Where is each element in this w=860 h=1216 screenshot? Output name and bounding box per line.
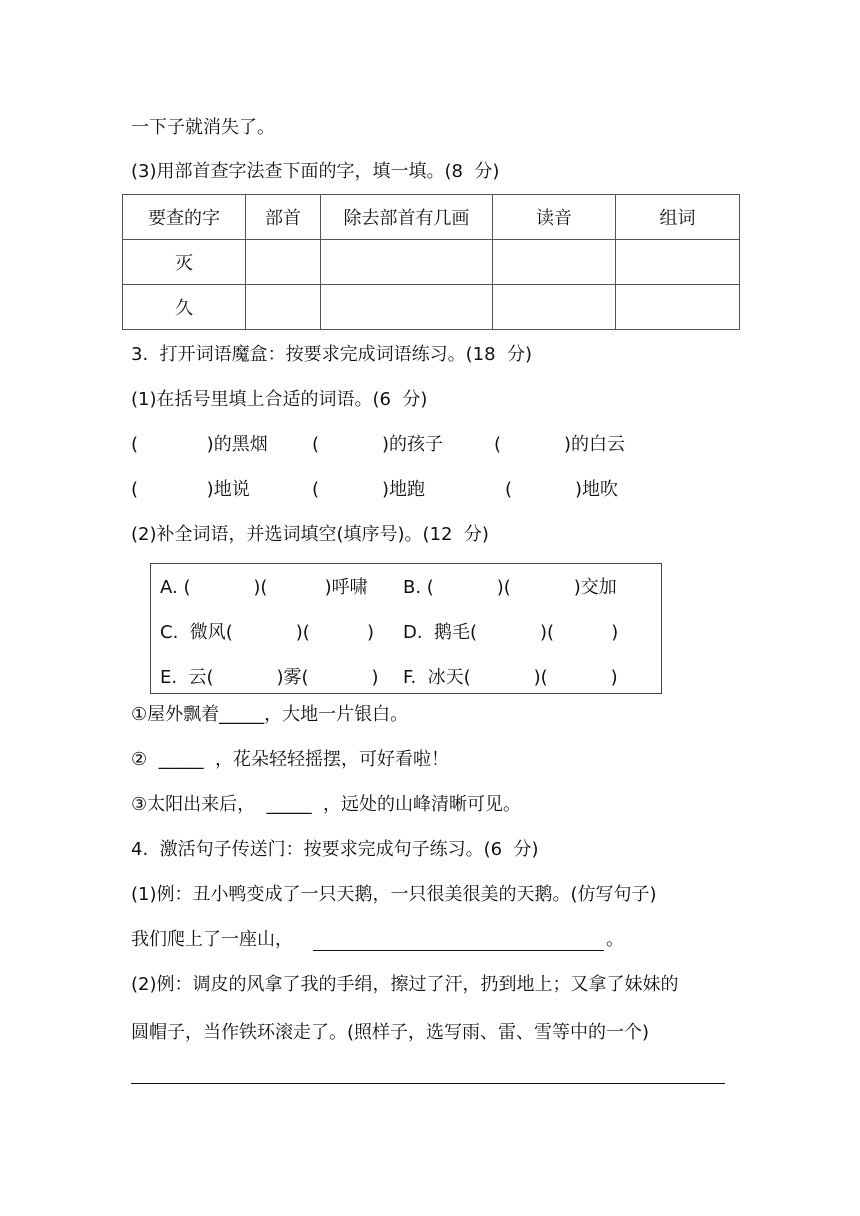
fill-item: ( )的白云 — [494, 434, 625, 455]
fill-item: ( )地说 — [131, 479, 250, 500]
answer-cell[interactable] — [493, 240, 616, 285]
table-row — [123, 285, 740, 330]
answer-cell[interactable] — [493, 285, 616, 330]
answer-cell[interactable] — [616, 285, 740, 330]
example-sentence: 圆帽子，当作铁环滚走了。(照样子，选写雨、雷、雪等中的一个) — [131, 1022, 650, 1043]
subquestion-heading: (1)在括号里填上合适的词语。(6 分) — [131, 389, 428, 410]
column-header: 除去部首有几画 — [321, 195, 493, 240]
question-heading: 4. 激活句子传送门：按要求完成句子练习。(6 分) — [131, 839, 539, 860]
answer-cell[interactable] — [246, 240, 321, 285]
fill-sentence: ② _____ ，花朵轻轻摇摆，可好看啦！ — [131, 749, 450, 770]
fill-item: ( )地跑 — [312, 479, 425, 500]
word-option: C. 微风( )( ) — [160, 622, 374, 643]
prompt-sentence-end: 。 — [606, 929, 624, 950]
example-sentence: (1)例：丑小鸭变成了一只天鹅，一只很美很美的天鹅。(仿写句子) — [131, 884, 657, 905]
subquestion-heading: (2)补全词语，并选词填空(填序号)。(12 分) — [131, 524, 489, 545]
answer-cell[interactable] — [321, 285, 493, 330]
question-heading: 3. 打开词语魔盒：按要求完成词语练习。(18 分) — [131, 344, 533, 365]
word-option: F. 冰天( )( ) — [403, 667, 618, 688]
column-header: 组词 — [616, 195, 740, 240]
table-cell: 灭 — [123, 240, 246, 285]
fill-sentence: ①屋外飘着_____，大地一片银白。 — [131, 704, 409, 725]
word-option: D. 鹅毛( )( ) — [403, 622, 619, 643]
column-header: 读音 — [493, 195, 616, 240]
answer-line[interactable] — [131, 1083, 725, 1084]
text-line: 一下子就消失了。 — [131, 117, 275, 138]
fill-sentence: ③太阳出来后， _____ ，远处的山峰清晰可见。 — [131, 794, 522, 815]
lookup-table — [122, 194, 740, 330]
answer-cell[interactable] — [616, 240, 740, 285]
word-option: E. 云( )雾( ) — [160, 667, 379, 688]
question-heading: (3)用部首查字法查下面的字，填一填。(8 分) — [131, 161, 500, 182]
table-cell: 久 — [123, 285, 246, 330]
example-sentence: (2)例：调皮的风拿了我的手绢，擦过了汗，扔到地上；又拿了妹妹的 — [131, 974, 679, 995]
fill-item: ( )地吹 — [505, 479, 618, 500]
word-option: B. ( )( )交加 — [403, 577, 617, 598]
answer-cell[interactable] — [321, 240, 493, 285]
column-header: 部首 — [246, 195, 321, 240]
word-option: A. ( )( )呼啸 — [160, 577, 368, 598]
table-row — [123, 240, 740, 285]
column-header: 要查的字 — [123, 195, 246, 240]
fill-item: ( )的黑烟 — [131, 434, 268, 455]
prompt-sentence-start: 我们爬上了一座山， — [131, 929, 293, 950]
answer-blank[interactable] — [313, 950, 604, 951]
answer-cell[interactable] — [246, 285, 321, 330]
table-header-row — [123, 195, 740, 240]
word-options-box — [150, 563, 662, 694]
fill-item: ( )的孩子 — [312, 434, 443, 455]
